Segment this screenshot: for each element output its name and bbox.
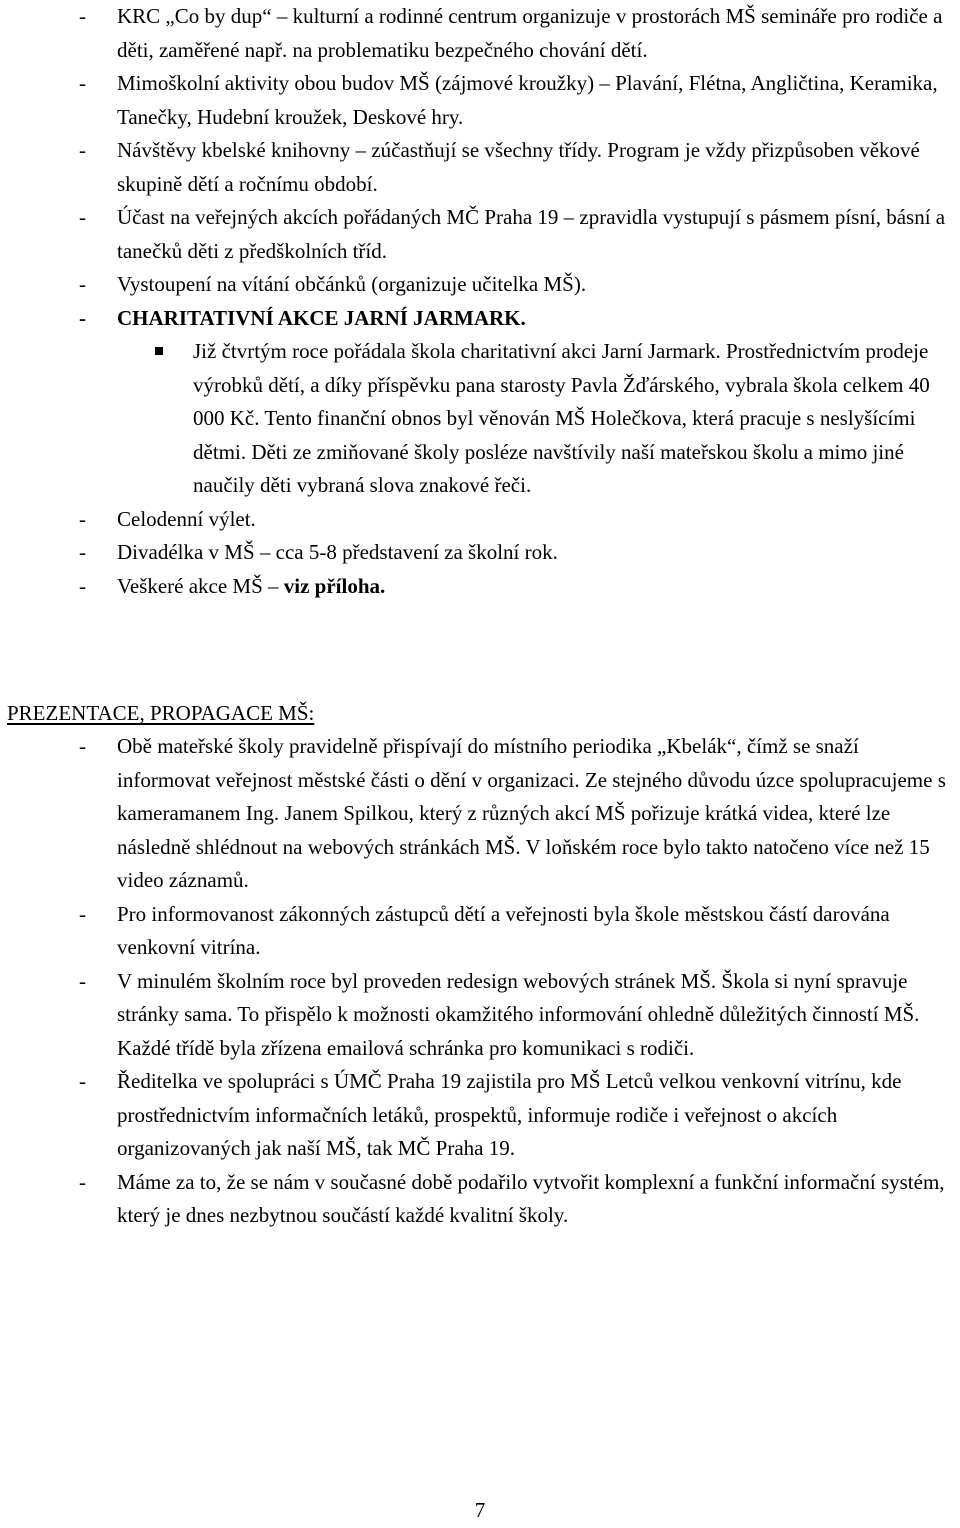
dash-bullet: - [79, 573, 86, 598]
dash-bullet: - [79, 272, 86, 296]
dash-bullet: - [79, 734, 86, 758]
list-item [0, 134, 960, 201]
list-item-text: V minulém školním roce byl proveden redesign webových stránek MŠ. Škola si nyní spravuje stránky sama. To přispělo k možnosti okamžitého informování ohledně důležitých činností MŠ. Každé třídě byla zřízena emailová schránka pro komunikaci s rodiči. [117, 968, 920, 1060]
list-item [0, 730, 960, 898]
dash-bullet: - [79, 1169, 86, 1194]
list-item-charity-heading [0, 302, 960, 336]
section-heading: PREZENTACE, PROPAGACE MŠ: [7, 701, 315, 725]
list-item [0, 965, 960, 1066]
list-item-text: KRC „Co by dup“ – kulturní a rodinné centrum organizuje v prostorách MŠ semináře pro rodiče a děti, zaměřené např. na problematiku bezpečného chování dětí. [117, 4, 943, 62]
sub-list-item-text: Již čtvrtým roce pořádala škola charitativní akci Jarní Jarmark. Prostřednictvím prodeje výrobků dětí, a díky příspěvku pana starosty Pavla Žďárského, vybrala škola celkem 40 000 Kč. Tento finanční obnos byl věnován MŠ Holečkova, která pracuje s neslyšícími dětmi. Děti ze zmiňované školy posléze navštívily naší mateřskou školu a mimo jiné naučily děti vybraná slova znakové řeči. [193, 339, 930, 497]
list-item-text: Pro informovanost zákonných zástupců dětí a veřejnosti byla škole městskou částí darována venkovní vitrína. [117, 901, 890, 959]
dash-bullet: - [79, 4, 86, 28]
list-item-text: Divadélka v MŠ – cca 5-8 představení za školní rok. [117, 540, 558, 564]
dash-bullet: - [79, 71, 86, 95]
sub-list-item [0, 335, 960, 503]
dash-bullet: - [79, 305, 86, 330]
list-item-text: Vystoupení na vítání občánků (organizuje učitelka MŠ). [117, 272, 587, 296]
list-item-text: Máme za to, že se nám v současné době podařilo vytvořit komplexní a funkční informační systém, který je dnes nezbytnou součástí každé kvalitní školy. [117, 1169, 945, 1227]
list-item-text: Účast na veřejných akcích pořádaných MČ Praha 19 – zpravidla vystupují s pásmem písní, básní a tanečků děti z předškolních tříd. [117, 205, 946, 263]
presentation-list [0, 730, 960, 1233]
list-item-text: Ředitelka ve spolupráci s ÚMČ Praha 19 zajistila pro MŠ Letců velkou venkovní vitrínu, kde prostřednictvím informačních letáků, prospektů, informuje rodiče i veřejnost o akcích organizovaných jak naší MŠ, tak MČ Praha 19. [117, 1069, 902, 1160]
square-bullet-icon [155, 347, 163, 355]
activities-list [0, 0, 960, 603]
list-item [0, 536, 960, 570]
list-item [0, 67, 960, 134]
list-item-text: Celodenní výlet. [117, 506, 256, 531]
list-item [0, 268, 960, 302]
list-item [0, 201, 960, 268]
list-item [0, 1065, 960, 1166]
dash-bullet: - [79, 901, 86, 926]
dash-bullet: - [79, 205, 86, 229]
list-item-bold-text: viz příloha. [283, 573, 386, 598]
list-item-text: Veškeré akce MŠ – [117, 573, 284, 598]
dash-bullet: - [79, 540, 86, 564]
list-item [0, 570, 960, 604]
list-item [0, 0, 960, 67]
list-item [0, 1166, 960, 1233]
dash-bullet: - [79, 138, 86, 162]
page-number: 7 [474, 1498, 486, 1522]
list-item-text: Návštěvy kbelské knihovny – zúčastňují se všechny třídy. Program je vždy přizpůsoben věkové skupině dětí a ročnímu období. [117, 138, 920, 196]
dash-bullet: - [79, 506, 86, 531]
list-item [0, 503, 960, 537]
list-item-text: Mimoškolní aktivity obou budov MŠ (zájmové kroužky) – Plavání, Flétna, Angličtina, Keramika, Tanečky, Hudební kroužek, Deskové hry. [117, 71, 938, 129]
dash-bullet: - [79, 968, 86, 993]
list-item-text: Obě mateřské školy pravidelně přispívají do místního periodika „Kbelák“, čímž se snaží informovat veřejnost městské části o dění v organizaci. Ze stejného důvodu úzce spolupracujeme s kameramanem Ing. Janem Spilkou, který z různých akcí MŠ pořizuje krátká videa, které lze následně shlédnout na webových stránkách MŠ. V loňském roce bylo takto natočeno více než 15 video záznamů. [117, 734, 946, 892]
list-item-text: CHARITATIVNÍ AKCE JARNÍ JARMARK. [117, 305, 526, 330]
dash-bullet: - [79, 1069, 86, 1093]
list-item [0, 898, 960, 965]
